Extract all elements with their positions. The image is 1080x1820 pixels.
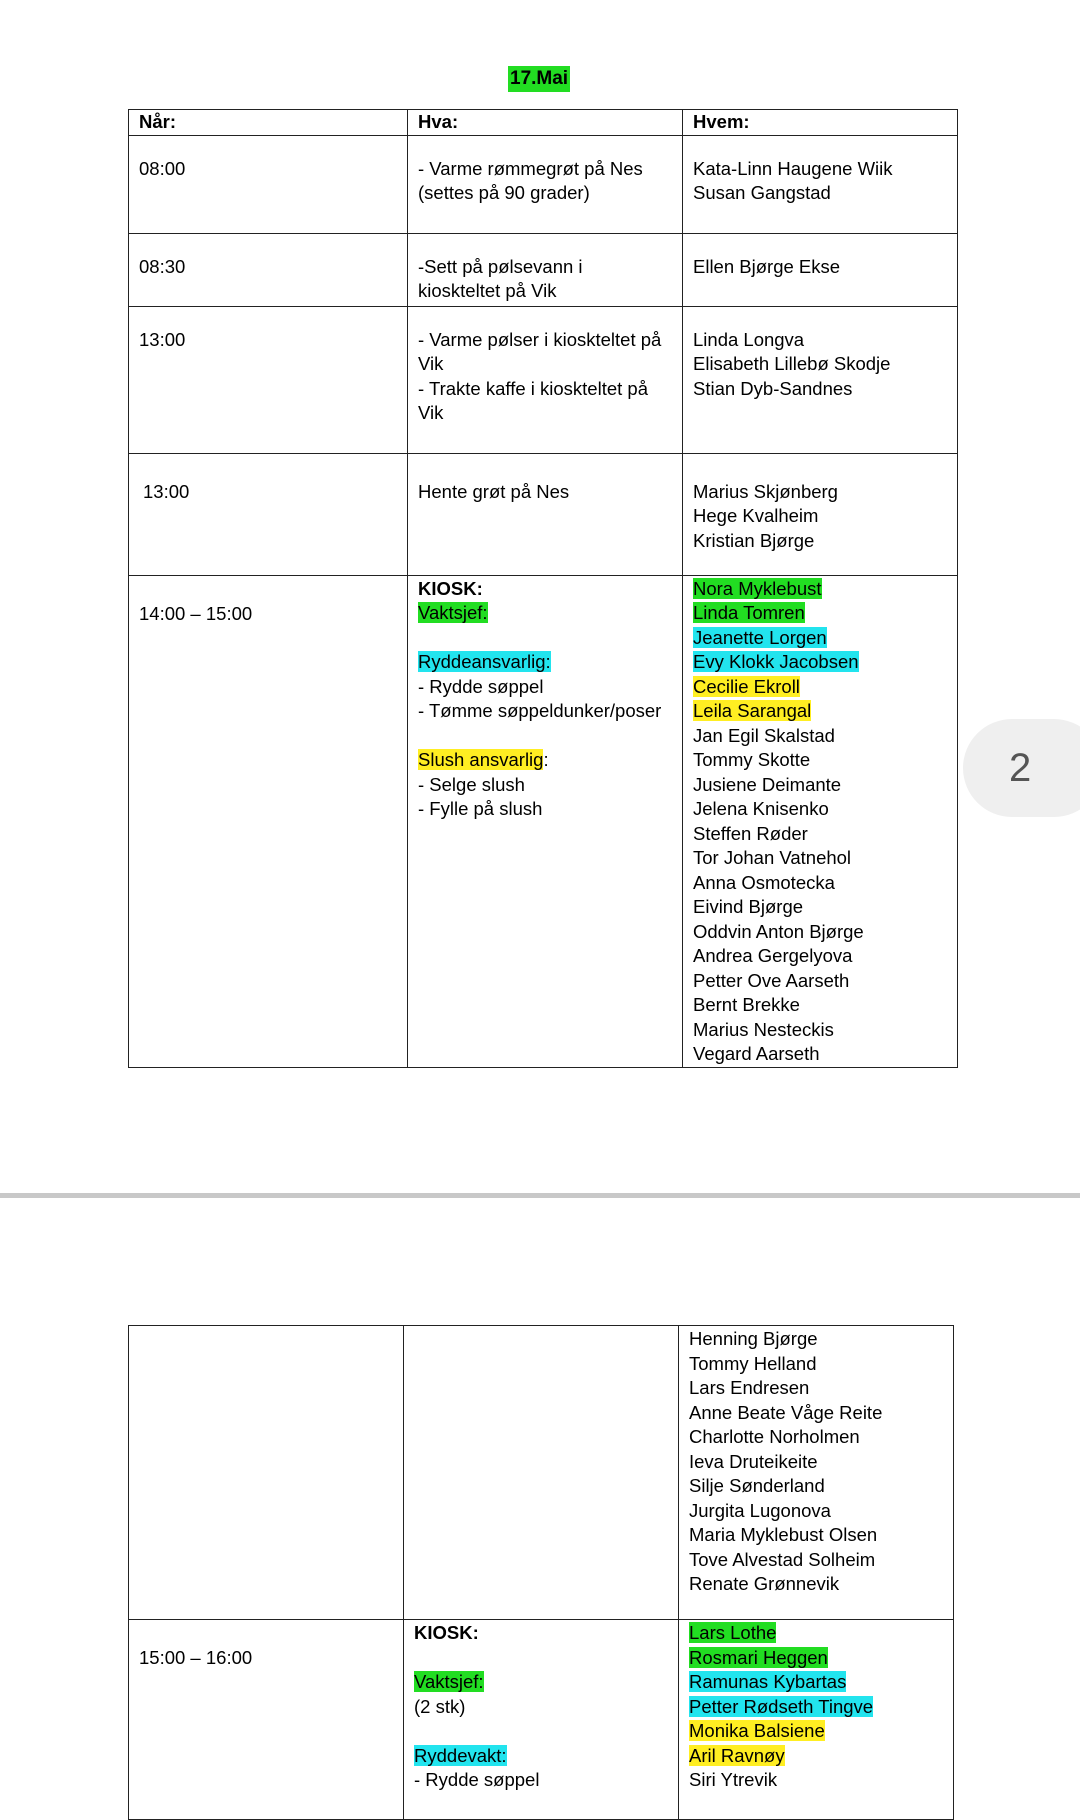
person-name: Lars Lothe [689, 1622, 777, 1643]
slush-lead-colon: : [543, 749, 549, 770]
task-line: - Rydde søppel [418, 675, 544, 697]
person-name: Anna Osmotecka [693, 871, 835, 893]
person-name: Henning Bjørge [689, 1328, 818, 1349]
row-task [408, 453, 683, 575]
schedule-row [129, 1326, 954, 1620]
person-name: Linda Longva [693, 328, 805, 350]
row-people [679, 1326, 954, 1620]
row-task [404, 1326, 679, 1620]
person-name: Maria Myklebust Olsen [689, 1524, 878, 1545]
person-name: Jusiene Deimante [693, 773, 842, 795]
person-name: Petter Rødseth Tingve [689, 1695, 874, 1717]
schedule-table [128, 109, 958, 1068]
person-name: Jelena Knisenko [693, 798, 829, 819]
person-name: Tommy Helland [689, 1352, 817, 1374]
person-name: Siri Ytrevik [689, 1769, 778, 1790]
person-name: Marius Skjønberg [693, 480, 838, 502]
person-name: Vegard Aarseth [693, 1043, 820, 1064]
person-name: Ieva Druteikeite [689, 1450, 818, 1472]
kiosk-heading: KIOSK: [418, 577, 483, 599]
shift-lead-label: Vaktsjef: [418, 602, 488, 623]
person-name: Hege Kvalheim [693, 505, 819, 526]
person-name: Renate Grønnevik [689, 1573, 840, 1594]
schedule-table-page-2 [128, 1325, 954, 1820]
person-name: Leila Sarangal [693, 700, 812, 721]
row-people [683, 233, 958, 306]
person-name: Kata-Linn Haugene Wiik [693, 157, 893, 179]
person-name: Lars Endresen [689, 1377, 810, 1398]
person-name: Monika Balsiene [689, 1720, 825, 1741]
header-row [129, 110, 958, 136]
person-name: Tor Johan Vatnehol [693, 847, 852, 868]
task-line: - Selge slush [418, 773, 525, 795]
person-name: Tove Alvestad Solheim [689, 1548, 876, 1570]
task-line: - Varme rømmegrøt på Nes [418, 157, 643, 179]
row-time: 14:00 – 15:00 [129, 575, 408, 1067]
schedule-row [129, 135, 958, 233]
task-line: (settes på 90 grader) [418, 182, 590, 203]
person-name: Nora Myklebust [693, 577, 822, 599]
task-line: - Tømme søppeldunker/poser [418, 700, 662, 721]
row-time: 08:00 [129, 135, 408, 233]
header-when: Når: [129, 110, 408, 136]
row-people [683, 135, 958, 233]
page-title: 17.Mai [508, 66, 570, 92]
row-task [408, 233, 683, 306]
task-line: - Rydde søppel [414, 1769, 540, 1790]
row-people [679, 1620, 954, 1820]
person-name: Stian Dyb-Sandnes [693, 377, 853, 399]
row-time [129, 1326, 404, 1620]
person-name: Susan Gangstad [693, 182, 831, 203]
row-task [404, 1620, 679, 1820]
person-name: Evy Klokk Jacobsen [693, 651, 859, 672]
person-name: Bernt Brekke [693, 994, 800, 1015]
person-name: Jeanette Lorgen [693, 626, 827, 648]
person-name: Andrea Gergelyova [693, 945, 853, 966]
schedule-row [129, 306, 958, 453]
person-name: Elisabeth Lillebø Skodje [693, 353, 891, 374]
person-name: Ramunas Kybartas [689, 1671, 847, 1692]
person-name: Charlotte Norholmen [689, 1426, 860, 1447]
person-name: Marius Nesteckis [693, 1018, 834, 1040]
row-time: 08:30 [129, 233, 408, 306]
row-people [683, 306, 958, 453]
row-time: 13:00 [129, 453, 408, 575]
cleanup-lead-label: Ryddeansvarlig: [418, 651, 551, 672]
person-name: Cecilie Ekroll [693, 675, 800, 697]
page-divider [0, 1193, 1080, 1198]
row-people [683, 575, 958, 1067]
person-name: Jan Egil Skalstad [693, 724, 835, 746]
person-name: Anne Beate Våge Reite [689, 1401, 883, 1423]
task-line: -Sett på pølsevann i [418, 255, 583, 277]
row-time: 15:00 – 16:00 [129, 1620, 404, 1820]
person-name: Petter Ove Aarseth [693, 969, 850, 991]
person-name: Oddvin Anton Bjørge [693, 920, 864, 942]
schedule-row [129, 233, 958, 306]
person-name: Ellen Bjørge Ekse [693, 255, 841, 277]
row-people [683, 453, 958, 575]
row-task [408, 575, 683, 1067]
row-task [408, 135, 683, 233]
person-name: Rosmari Heggen [689, 1646, 828, 1668]
slush-lead-label: Slush ansvarlig [418, 749, 544, 770]
cleanup-guard-label: Ryddevakt: [414, 1744, 507, 1766]
task-line: - Fylle på slush [418, 798, 543, 819]
person-name: Aril Ravnøy [689, 1744, 785, 1766]
person-name: Steffen Røder [693, 822, 808, 844]
schedule-row [129, 453, 958, 575]
page-number-badge: 2 [963, 719, 1080, 817]
kiosk-heading: KIOSK: [414, 1622, 479, 1643]
shift-lead-label: Vaktsjef: [414, 1671, 484, 1692]
shift-count: (2 stk) [414, 1695, 466, 1717]
header-who: Hvem: [683, 110, 958, 136]
person-name: Kristian Bjørge [693, 529, 815, 551]
person-name: Jurgita Lugonova [689, 1499, 831, 1521]
row-task [408, 306, 683, 453]
person-name: Silje Sønderland [689, 1475, 825, 1496]
schedule-row [129, 1620, 954, 1820]
header-what: Hva: [408, 110, 683, 136]
person-name: Linda Tomren [693, 602, 805, 623]
schedule-row [129, 575, 958, 1067]
task-line: Vik [418, 402, 444, 423]
task-line: kioskteltet på Vik [418, 280, 557, 301]
task-line: - Varme pølser i kioskteltet på [418, 328, 662, 350]
task-line: Vik [418, 353, 444, 374]
person-name: Tommy Skotte [693, 749, 811, 770]
task-line: Hente grøt på Nes [418, 480, 570, 502]
row-time: 13:00 [129, 306, 408, 453]
person-name: Eivind Bjørge [693, 896, 804, 917]
task-line: - Trakte kaffe i kioskteltet på [418, 377, 648, 399]
